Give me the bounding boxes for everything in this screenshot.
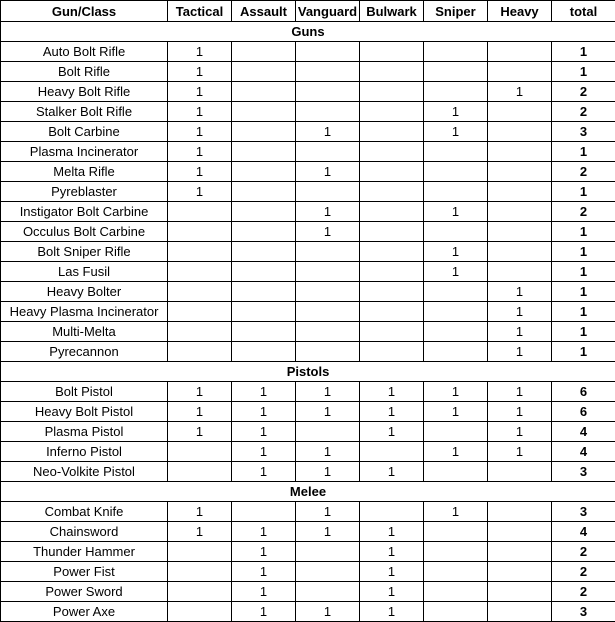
total-cell: 6 [552, 382, 615, 402]
tactical-cell: 1 [168, 162, 232, 182]
bulwark-cell [360, 162, 424, 182]
sniper-cell [424, 602, 488, 622]
total-cell: 4 [552, 422, 615, 442]
tactical-cell: 1 [168, 422, 232, 442]
bulwark-cell [360, 142, 424, 162]
sniper-cell [424, 522, 488, 542]
vanguard-cell [296, 422, 360, 442]
vanguard-cell [296, 542, 360, 562]
tactical-cell [168, 342, 232, 362]
total-cell: 6 [552, 402, 615, 422]
table-row [1, 102, 615, 122]
sniper-cell: 1 [424, 102, 488, 122]
vanguard-cell [296, 42, 360, 62]
table-row [1, 282, 615, 302]
weapon-name-cell: Instigator Bolt Carbine [1, 202, 168, 222]
assault-cell [232, 202, 296, 222]
tactical-cell [168, 262, 232, 282]
sniper-cell [424, 542, 488, 562]
assault-cell: 1 [232, 542, 296, 562]
weapon-name-cell: Bolt Rifle [1, 62, 168, 82]
vanguard-cell: 1 [296, 462, 360, 482]
total-cell: 4 [552, 442, 615, 462]
vanguard-cell: 1 [296, 522, 360, 542]
assault-cell [232, 102, 296, 122]
bulwark-cell [360, 62, 424, 82]
sniper-cell [424, 222, 488, 242]
table-row [1, 462, 615, 482]
section-heading: Guns [1, 22, 615, 42]
heavy-cell [488, 462, 552, 482]
tactical-cell: 1 [168, 382, 232, 402]
table-row [1, 322, 615, 342]
sniper-cell [424, 582, 488, 602]
assault-cell: 1 [232, 602, 296, 622]
heavy-cell: 1 [488, 282, 552, 302]
tactical-cell [168, 462, 232, 482]
weapon-name-cell: Bolt Sniper Rifle [1, 242, 168, 262]
column-header-assault: Assault [232, 1, 296, 22]
weapon-name-cell: Neo-Volkite Pistol [1, 462, 168, 482]
column-header-vanguard: Vanguard [296, 1, 360, 22]
table-body [1, 22, 615, 622]
total-cell: 1 [552, 62, 615, 82]
bulwark-cell [360, 102, 424, 122]
assault-cell [232, 182, 296, 202]
tactical-cell [168, 582, 232, 602]
weapon-name-cell: Pyrecannon [1, 342, 168, 362]
tactical-cell [168, 242, 232, 262]
vanguard-cell [296, 342, 360, 362]
tactical-cell: 1 [168, 182, 232, 202]
assault-cell: 1 [232, 402, 296, 422]
assault-cell [232, 342, 296, 362]
weapon-name-cell: Heavy Bolt Pistol [1, 402, 168, 422]
tactical-cell: 1 [168, 142, 232, 162]
bulwark-cell [360, 442, 424, 462]
bulwark-cell [360, 42, 424, 62]
sniper-cell: 1 [424, 442, 488, 462]
column-header-tactical: Tactical [168, 1, 232, 22]
tactical-cell: 1 [168, 402, 232, 422]
vanguard-cell [296, 142, 360, 162]
table-row [1, 182, 615, 202]
total-cell: 1 [552, 282, 615, 302]
vanguard-cell [296, 562, 360, 582]
bulwark-cell [360, 302, 424, 322]
sniper-cell [424, 462, 488, 482]
weapon-name-cell: Plasma Incinerator [1, 142, 168, 162]
sniper-cell [424, 302, 488, 322]
heavy-cell [488, 202, 552, 222]
table-row [1, 242, 615, 262]
vanguard-cell: 1 [296, 402, 360, 422]
weapon-name-cell: Auto Bolt Rifle [1, 42, 168, 62]
assault-cell [232, 62, 296, 82]
assault-cell [232, 222, 296, 242]
vanguard-cell: 1 [296, 222, 360, 242]
tactical-cell: 1 [168, 122, 232, 142]
assault-cell [232, 262, 296, 282]
weapon-name-cell: Melta Rifle [1, 162, 168, 182]
table-row [1, 542, 615, 562]
vanguard-cell: 1 [296, 442, 360, 462]
vanguard-cell: 1 [296, 382, 360, 402]
assault-cell [232, 122, 296, 142]
table-row [1, 82, 615, 102]
assault-cell: 1 [232, 522, 296, 542]
vanguard-cell: 1 [296, 602, 360, 622]
sniper-cell [424, 562, 488, 582]
heavy-cell [488, 182, 552, 202]
tactical-cell: 1 [168, 82, 232, 102]
total-cell: 1 [552, 262, 615, 282]
weapon-name-cell: Heavy Bolt Rifle [1, 82, 168, 102]
table-row [1, 522, 615, 542]
sniper-cell [424, 282, 488, 302]
bulwark-cell [360, 342, 424, 362]
total-cell: 1 [552, 302, 615, 322]
table-row [1, 42, 615, 62]
heavy-cell: 1 [488, 422, 552, 442]
assault-cell [232, 82, 296, 102]
assault-cell [232, 142, 296, 162]
table-row [1, 122, 615, 142]
sniper-cell: 1 [424, 242, 488, 262]
weapon-name-cell: Bolt Carbine [1, 122, 168, 142]
heavy-cell [488, 502, 552, 522]
table-row [1, 62, 615, 82]
sniper-cell: 1 [424, 202, 488, 222]
bulwark-cell [360, 262, 424, 282]
heavy-cell [488, 542, 552, 562]
weapon-name-cell: Thunder Hammer [1, 542, 168, 562]
sniper-cell [424, 322, 488, 342]
weapon-name-cell: Combat Knife [1, 502, 168, 522]
sniper-cell [424, 162, 488, 182]
weapon-name-cell: Power Fist [1, 562, 168, 582]
vanguard-cell [296, 282, 360, 302]
heavy-cell: 1 [488, 382, 552, 402]
table-row [1, 162, 615, 182]
table-row [1, 142, 615, 162]
weapon-name-cell: Occulus Bolt Carbine [1, 222, 168, 242]
heavy-cell [488, 62, 552, 82]
assault-cell: 1 [232, 382, 296, 402]
assault-cell [232, 322, 296, 342]
tactical-cell [168, 302, 232, 322]
table-row [1, 202, 615, 222]
total-cell: 1 [552, 222, 615, 242]
vanguard-cell: 1 [296, 502, 360, 522]
assault-cell [232, 242, 296, 262]
table-row [1, 502, 615, 522]
weapon-name-cell: Stalker Bolt Rifle [1, 102, 168, 122]
table-row [1, 402, 615, 422]
heavy-cell [488, 522, 552, 542]
weapon-name-cell: Inferno Pistol [1, 442, 168, 462]
total-cell: 2 [552, 162, 615, 182]
assault-cell [232, 282, 296, 302]
tactical-cell [168, 602, 232, 622]
table-row [1, 422, 615, 442]
total-cell: 2 [552, 562, 615, 582]
assault-cell: 1 [232, 422, 296, 442]
table-row [1, 442, 615, 462]
section-row [1, 22, 615, 42]
bulwark-cell [360, 282, 424, 302]
vanguard-cell [296, 262, 360, 282]
total-cell: 1 [552, 42, 615, 62]
weapon-name-cell: Power Sword [1, 582, 168, 602]
table-row [1, 562, 615, 582]
total-cell: 3 [552, 462, 615, 482]
heavy-cell: 1 [488, 342, 552, 362]
sniper-cell: 1 [424, 382, 488, 402]
sniper-cell [424, 142, 488, 162]
total-cell: 2 [552, 542, 615, 562]
assault-cell [232, 502, 296, 522]
bulwark-cell: 1 [360, 382, 424, 402]
tactical-cell [168, 202, 232, 222]
vanguard-cell: 1 [296, 162, 360, 182]
heavy-cell: 1 [488, 402, 552, 422]
heavy-cell [488, 262, 552, 282]
total-cell: 1 [552, 182, 615, 202]
weapon-name-cell: Las Fusil [1, 262, 168, 282]
total-cell: 2 [552, 82, 615, 102]
bulwark-cell [360, 502, 424, 522]
heavy-cell: 1 [488, 302, 552, 322]
bulwark-cell [360, 82, 424, 102]
tactical-cell [168, 282, 232, 302]
tactical-cell: 1 [168, 102, 232, 122]
heavy-cell [488, 102, 552, 122]
total-cell: 3 [552, 122, 615, 142]
table-row [1, 302, 615, 322]
table-row [1, 602, 615, 622]
heavy-cell [488, 222, 552, 242]
total-cell: 2 [552, 102, 615, 122]
heavy-cell [488, 122, 552, 142]
sniper-cell: 1 [424, 502, 488, 522]
bulwark-cell [360, 222, 424, 242]
weapon-name-cell: Plasma Pistol [1, 422, 168, 442]
bulwark-cell [360, 202, 424, 222]
vanguard-cell [296, 582, 360, 602]
weapon-name-cell: Power Axe [1, 602, 168, 622]
total-cell: 1 [552, 142, 615, 162]
sniper-cell [424, 422, 488, 442]
assault-cell [232, 162, 296, 182]
column-header-heavy: Heavy [488, 1, 552, 22]
bulwark-cell: 1 [360, 522, 424, 542]
bulwark-cell: 1 [360, 562, 424, 582]
weapon-name-cell: Pyreblaster [1, 182, 168, 202]
section-heading: Melee [1, 482, 615, 502]
section-row [1, 482, 615, 502]
section-row [1, 362, 615, 382]
bulwark-cell [360, 182, 424, 202]
bulwark-cell: 1 [360, 462, 424, 482]
assault-cell: 1 [232, 562, 296, 582]
bulwark-cell: 1 [360, 402, 424, 422]
sniper-cell: 1 [424, 402, 488, 422]
table-row [1, 262, 615, 282]
tactical-cell: 1 [168, 522, 232, 542]
tactical-cell: 1 [168, 502, 232, 522]
vanguard-cell [296, 82, 360, 102]
total-cell: 1 [552, 322, 615, 342]
heavy-cell [488, 162, 552, 182]
sniper-cell [424, 42, 488, 62]
table-row [1, 342, 615, 362]
bulwark-cell: 1 [360, 542, 424, 562]
weapon-name-cell: Heavy Plasma Incinerator [1, 302, 168, 322]
weapon-name-cell: Bolt Pistol [1, 382, 168, 402]
sniper-cell [424, 182, 488, 202]
assault-cell [232, 42, 296, 62]
total-cell: 2 [552, 202, 615, 222]
table-row [1, 222, 615, 242]
assault-cell [232, 302, 296, 322]
heavy-cell [488, 562, 552, 582]
heavy-cell [488, 242, 552, 262]
tactical-cell [168, 322, 232, 342]
vanguard-cell [296, 62, 360, 82]
sniper-cell [424, 82, 488, 102]
assault-cell: 1 [232, 462, 296, 482]
vanguard-cell: 1 [296, 122, 360, 142]
bulwark-cell: 1 [360, 602, 424, 622]
total-cell: 1 [552, 342, 615, 362]
bulwark-cell [360, 322, 424, 342]
total-cell: 1 [552, 242, 615, 262]
column-header-gun-class: Gun/Class [1, 1, 168, 22]
sniper-cell: 1 [424, 262, 488, 282]
heavy-cell: 1 [488, 82, 552, 102]
heavy-cell [488, 142, 552, 162]
weapon-name-cell: Chainsword [1, 522, 168, 542]
total-cell: 3 [552, 602, 615, 622]
bulwark-cell [360, 122, 424, 142]
weapon-name-cell: Multi-Melta [1, 322, 168, 342]
total-cell: 3 [552, 502, 615, 522]
header-row [1, 1, 615, 22]
heavy-cell [488, 582, 552, 602]
column-header-sniper: Sniper [424, 1, 488, 22]
vanguard-cell [296, 102, 360, 122]
sniper-cell: 1 [424, 122, 488, 142]
vanguard-cell [296, 242, 360, 262]
heavy-cell: 1 [488, 322, 552, 342]
total-cell: 2 [552, 582, 615, 602]
table-row [1, 382, 615, 402]
vanguard-cell: 1 [296, 202, 360, 222]
assault-cell: 1 [232, 442, 296, 462]
vanguard-cell [296, 302, 360, 322]
weapon-name-cell: Heavy Bolter [1, 282, 168, 302]
bulwark-cell [360, 242, 424, 262]
sniper-cell [424, 342, 488, 362]
column-header-total: total [552, 1, 615, 22]
column-header-bulwark: Bulwark [360, 1, 424, 22]
sniper-cell [424, 62, 488, 82]
tactical-cell [168, 442, 232, 462]
tactical-cell [168, 542, 232, 562]
total-cell: 4 [552, 522, 615, 542]
heavy-cell [488, 602, 552, 622]
table-row [1, 582, 615, 602]
bulwark-cell: 1 [360, 582, 424, 602]
vanguard-cell [296, 182, 360, 202]
tactical-cell: 1 [168, 62, 232, 82]
heavy-cell: 1 [488, 442, 552, 462]
tactical-cell [168, 222, 232, 242]
assault-cell: 1 [232, 582, 296, 602]
tactical-cell [168, 562, 232, 582]
vanguard-cell [296, 322, 360, 342]
section-heading: Pistols [1, 362, 615, 382]
bulwark-cell: 1 [360, 422, 424, 442]
tactical-cell: 1 [168, 42, 232, 62]
heavy-cell [488, 42, 552, 62]
